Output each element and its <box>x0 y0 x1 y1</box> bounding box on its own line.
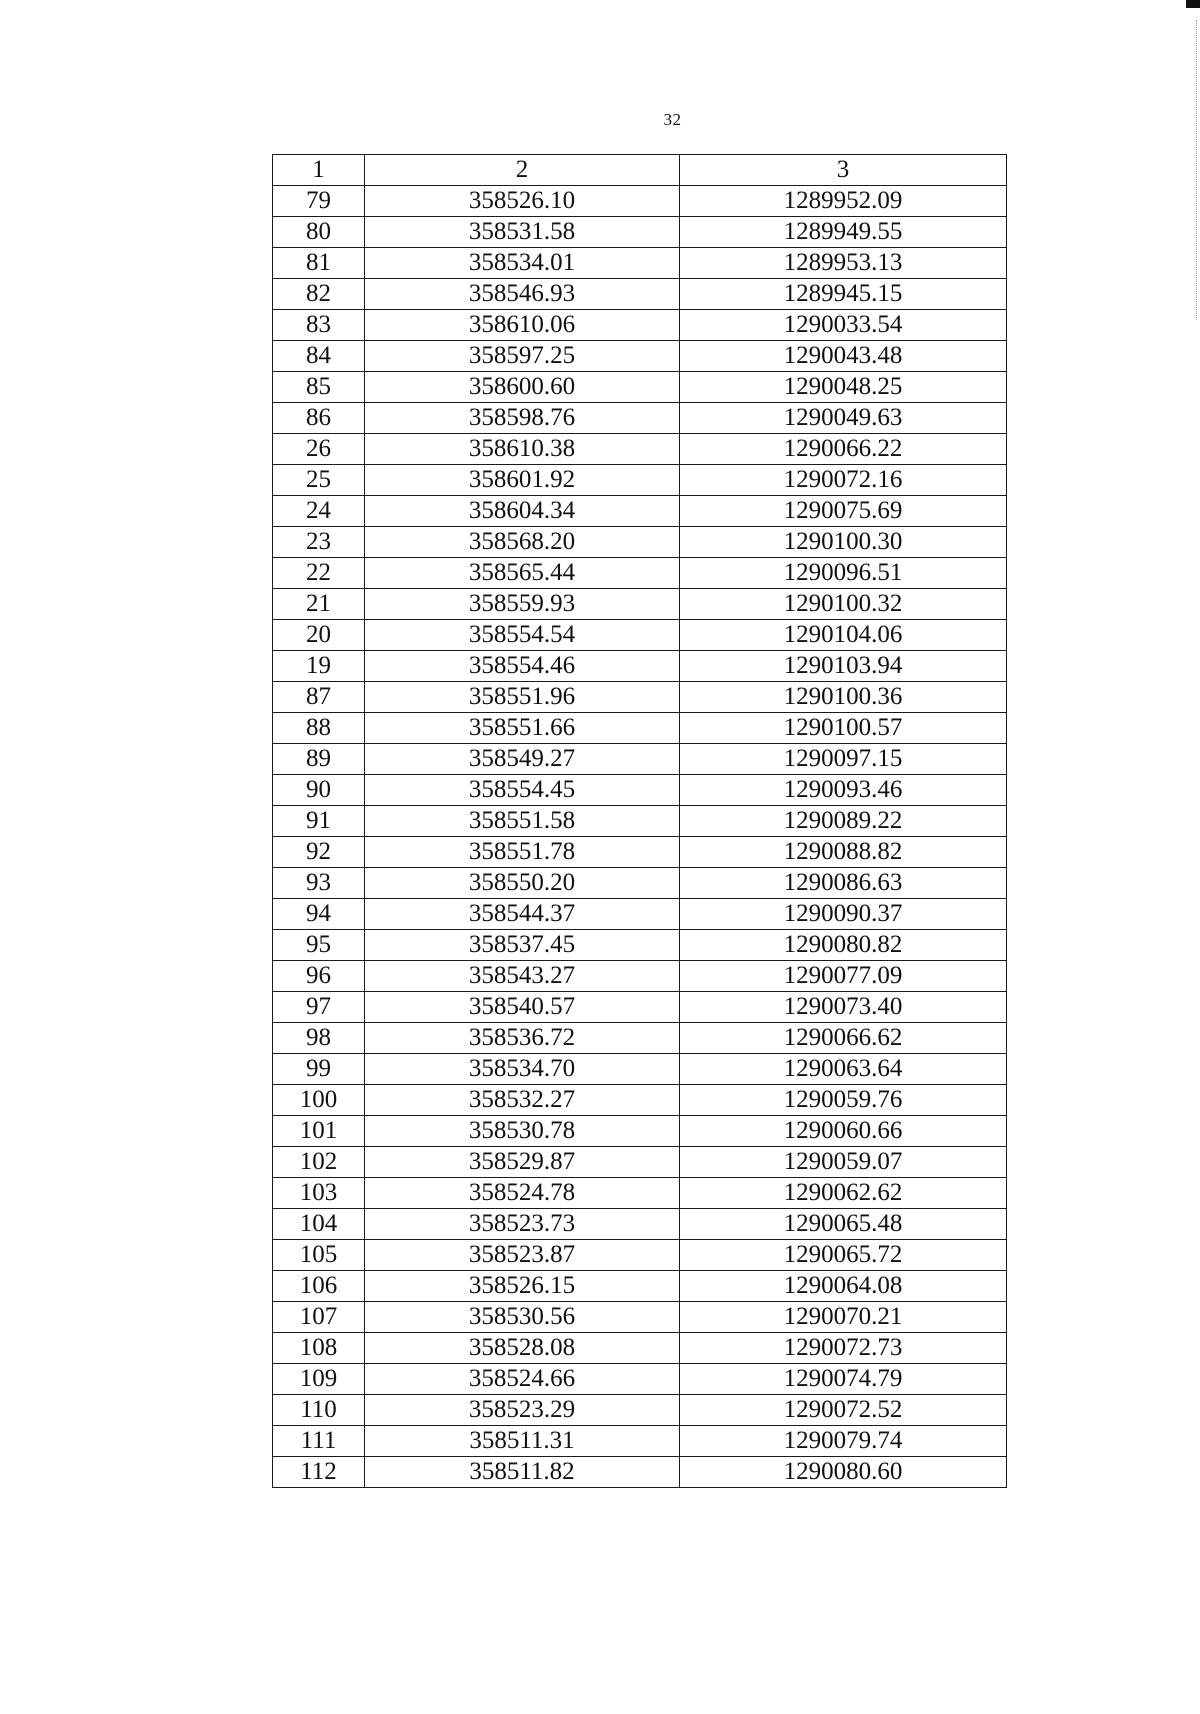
point-number-cell: 108 <box>273 1333 365 1364</box>
point-number-cell: 20 <box>273 620 365 651</box>
x-coordinate-cell: 358554.46 <box>365 651 680 682</box>
table-row <box>273 527 1007 558</box>
table-row <box>273 837 1007 868</box>
table-row <box>273 992 1007 1023</box>
x-coordinate-cell: 358601.92 <box>365 465 680 496</box>
x-coordinate-cell: 358551.96 <box>365 682 680 713</box>
coordinates-table <box>272 154 1007 1488</box>
y-coordinate-cell: 1290065.48 <box>680 1209 1007 1240</box>
point-number-cell: 97 <box>273 992 365 1023</box>
table-header-row <box>273 155 1007 186</box>
x-coordinate-cell: 358540.57 <box>365 992 680 1023</box>
point-number-cell: 26 <box>273 434 365 465</box>
y-coordinate-cell: 1289949.55 <box>680 217 1007 248</box>
table-row <box>273 1364 1007 1395</box>
coordinates-table-container <box>272 154 1006 1488</box>
table-row <box>273 558 1007 589</box>
y-coordinate-cell: 1290088.82 <box>680 837 1007 868</box>
x-coordinate-cell: 358604.34 <box>365 496 680 527</box>
x-coordinate-cell: 358610.06 <box>365 310 680 341</box>
table-row <box>273 713 1007 744</box>
y-coordinate-cell: 1289953.13 <box>680 248 1007 279</box>
x-coordinate-cell: 358597.25 <box>365 341 680 372</box>
table-row <box>273 1116 1007 1147</box>
table-row <box>273 651 1007 682</box>
table-row <box>273 279 1007 310</box>
point-number-cell: 101 <box>273 1116 365 1147</box>
table-row <box>273 930 1007 961</box>
x-coordinate-cell: 358524.66 <box>365 1364 680 1395</box>
y-coordinate-cell: 1290072.52 <box>680 1395 1007 1426</box>
point-number-cell: 107 <box>273 1302 365 1333</box>
table-row <box>273 1085 1007 1116</box>
point-number-cell: 79 <box>273 186 365 217</box>
x-coordinate-cell: 358600.60 <box>365 372 680 403</box>
y-coordinate-cell: 1290073.40 <box>680 992 1007 1023</box>
point-number-cell: 21 <box>273 589 365 620</box>
table-row <box>273 1054 1007 1085</box>
x-coordinate-cell: 358534.01 <box>365 248 680 279</box>
table-row <box>273 1395 1007 1426</box>
x-coordinate-cell: 358536.72 <box>365 1023 680 1054</box>
x-coordinate-cell: 358546.93 <box>365 279 680 310</box>
y-coordinate-cell: 1290079.74 <box>680 1426 1007 1457</box>
x-coordinate-cell: 358568.20 <box>365 527 680 558</box>
x-coordinate-cell: 358532.27 <box>365 1085 680 1116</box>
point-number-cell: 81 <box>273 248 365 279</box>
x-coordinate-cell: 358526.15 <box>365 1271 680 1302</box>
table-row <box>273 434 1007 465</box>
table-row <box>273 589 1007 620</box>
y-coordinate-cell: 1290060.66 <box>680 1116 1007 1147</box>
table-row <box>273 682 1007 713</box>
x-coordinate-cell: 358511.31 <box>365 1426 680 1457</box>
point-number-cell: 92 <box>273 837 365 868</box>
point-number-cell: 100 <box>273 1085 365 1116</box>
table-row <box>273 186 1007 217</box>
header-cell-3: 3 <box>680 155 1007 186</box>
table-row <box>273 496 1007 527</box>
point-number-cell: 93 <box>273 868 365 899</box>
y-coordinate-cell: 1290075.69 <box>680 496 1007 527</box>
y-coordinate-cell: 1290043.48 <box>680 341 1007 372</box>
table-row <box>273 1271 1007 1302</box>
x-coordinate-cell: 358524.78 <box>365 1178 680 1209</box>
point-number-cell: 95 <box>273 930 365 961</box>
table-row <box>273 310 1007 341</box>
table-row <box>273 1209 1007 1240</box>
x-coordinate-cell: 358549.27 <box>365 744 680 775</box>
point-number-cell: 86 <box>273 403 365 434</box>
y-coordinate-cell: 1290080.60 <box>680 1457 1007 1488</box>
scan-edge-line <box>1195 20 1197 320</box>
x-coordinate-cell: 358528.08 <box>365 1333 680 1364</box>
y-coordinate-cell: 1290066.22 <box>680 434 1007 465</box>
y-coordinate-cell: 1290097.15 <box>680 744 1007 775</box>
point-number-cell: 112 <box>273 1457 365 1488</box>
y-coordinate-cell: 1290080.82 <box>680 930 1007 961</box>
x-coordinate-cell: 358554.54 <box>365 620 680 651</box>
y-coordinate-cell: 1290064.08 <box>680 1271 1007 1302</box>
page-number: 32 <box>663 110 682 129</box>
point-number-cell: 82 <box>273 279 365 310</box>
point-number-cell: 88 <box>273 713 365 744</box>
y-coordinate-cell: 1290070.21 <box>680 1302 1007 1333</box>
x-coordinate-cell: 358565.44 <box>365 558 680 589</box>
table-row <box>273 217 1007 248</box>
y-coordinate-cell: 1289952.09 <box>680 186 1007 217</box>
point-number-cell: 106 <box>273 1271 365 1302</box>
y-coordinate-cell: 1290072.16 <box>680 465 1007 496</box>
table-row <box>273 1240 1007 1271</box>
x-coordinate-cell: 358544.37 <box>365 899 680 930</box>
x-coordinate-cell: 358523.87 <box>365 1240 680 1271</box>
y-coordinate-cell: 1290086.63 <box>680 868 1007 899</box>
x-coordinate-cell: 358530.78 <box>365 1116 680 1147</box>
point-number-cell: 22 <box>273 558 365 589</box>
scan-edge-mark <box>1186 0 1200 8</box>
table-row <box>273 806 1007 837</box>
point-number-cell: 91 <box>273 806 365 837</box>
x-coordinate-cell: 358551.66 <box>365 713 680 744</box>
x-coordinate-cell: 358511.82 <box>365 1457 680 1488</box>
x-coordinate-cell: 358598.76 <box>365 403 680 434</box>
y-coordinate-cell: 1290093.46 <box>680 775 1007 806</box>
point-number-cell: 99 <box>273 1054 365 1085</box>
table-row <box>273 341 1007 372</box>
table-row <box>273 775 1007 806</box>
table-row <box>273 1023 1007 1054</box>
y-coordinate-cell: 1290072.73 <box>680 1333 1007 1364</box>
y-coordinate-cell: 1289945.15 <box>680 279 1007 310</box>
table-row <box>273 248 1007 279</box>
point-number-cell: 105 <box>273 1240 365 1271</box>
header-cell-2: 2 <box>365 155 680 186</box>
x-coordinate-cell: 358610.38 <box>365 434 680 465</box>
point-number-cell: 110 <box>273 1395 365 1426</box>
x-coordinate-cell: 358537.45 <box>365 930 680 961</box>
y-coordinate-cell: 1290100.32 <box>680 589 1007 620</box>
y-coordinate-cell: 1290065.72 <box>680 1240 1007 1271</box>
table-row <box>273 1457 1007 1488</box>
point-number-cell: 98 <box>273 1023 365 1054</box>
point-number-cell: 90 <box>273 775 365 806</box>
table-row <box>273 465 1007 496</box>
x-coordinate-cell: 358551.78 <box>365 837 680 868</box>
y-coordinate-cell: 1290049.63 <box>680 403 1007 434</box>
point-number-cell: 80 <box>273 217 365 248</box>
table-row <box>273 961 1007 992</box>
point-number-cell: 23 <box>273 527 365 558</box>
table-row <box>273 1178 1007 1209</box>
table-row <box>273 403 1007 434</box>
point-number-cell: 24 <box>273 496 365 527</box>
table-row <box>273 1333 1007 1364</box>
table-row <box>273 744 1007 775</box>
x-coordinate-cell: 358530.56 <box>365 1302 680 1333</box>
x-coordinate-cell: 358534.70 <box>365 1054 680 1085</box>
point-number-cell: 94 <box>273 899 365 930</box>
point-number-cell: 25 <box>273 465 365 496</box>
point-number-cell: 104 <box>273 1209 365 1240</box>
table-row <box>273 372 1007 403</box>
point-number-cell: 84 <box>273 341 365 372</box>
y-coordinate-cell: 1290062.62 <box>680 1178 1007 1209</box>
table-row <box>273 868 1007 899</box>
y-coordinate-cell: 1290074.79 <box>680 1364 1007 1395</box>
x-coordinate-cell: 358523.73 <box>365 1209 680 1240</box>
x-coordinate-cell: 358526.10 <box>365 186 680 217</box>
x-coordinate-cell: 358543.27 <box>365 961 680 992</box>
y-coordinate-cell: 1290066.62 <box>680 1023 1007 1054</box>
y-coordinate-cell: 1290104.06 <box>680 620 1007 651</box>
point-number-cell: 111 <box>273 1426 365 1457</box>
y-coordinate-cell: 1290063.64 <box>680 1054 1007 1085</box>
table-body <box>273 186 1007 1488</box>
point-number-cell: 87 <box>273 682 365 713</box>
x-coordinate-cell: 358531.58 <box>365 217 680 248</box>
y-coordinate-cell: 1290100.30 <box>680 527 1007 558</box>
y-coordinate-cell: 1290096.51 <box>680 558 1007 589</box>
y-coordinate-cell: 1290100.36 <box>680 682 1007 713</box>
x-coordinate-cell: 358529.87 <box>365 1147 680 1178</box>
y-coordinate-cell: 1290033.54 <box>680 310 1007 341</box>
x-coordinate-cell: 358550.20 <box>365 868 680 899</box>
header-cell-1: 1 <box>273 155 365 186</box>
table-row <box>273 1426 1007 1457</box>
point-number-cell: 89 <box>273 744 365 775</box>
table-row <box>273 1302 1007 1333</box>
y-coordinate-cell: 1290090.37 <box>680 899 1007 930</box>
point-number-cell: 102 <box>273 1147 365 1178</box>
y-coordinate-cell: 1290077.09 <box>680 961 1007 992</box>
point-number-cell: 96 <box>273 961 365 992</box>
table-row <box>273 620 1007 651</box>
x-coordinate-cell: 358551.58 <box>365 806 680 837</box>
point-number-cell: 83 <box>273 310 365 341</box>
table-row <box>273 1147 1007 1178</box>
point-number-cell: 85 <box>273 372 365 403</box>
x-coordinate-cell: 358554.45 <box>365 775 680 806</box>
point-number-cell: 19 <box>273 651 365 682</box>
point-number-cell: 109 <box>273 1364 365 1395</box>
x-coordinate-cell: 358559.93 <box>365 589 680 620</box>
y-coordinate-cell: 1290103.94 <box>680 651 1007 682</box>
y-coordinate-cell: 1290089.22 <box>680 806 1007 837</box>
x-coordinate-cell: 358523.29 <box>365 1395 680 1426</box>
y-coordinate-cell: 1290059.07 <box>680 1147 1007 1178</box>
y-coordinate-cell: 1290100.57 <box>680 713 1007 744</box>
y-coordinate-cell: 1290048.25 <box>680 372 1007 403</box>
point-number-cell: 103 <box>273 1178 365 1209</box>
table-row <box>273 899 1007 930</box>
y-coordinate-cell: 1290059.76 <box>680 1085 1007 1116</box>
